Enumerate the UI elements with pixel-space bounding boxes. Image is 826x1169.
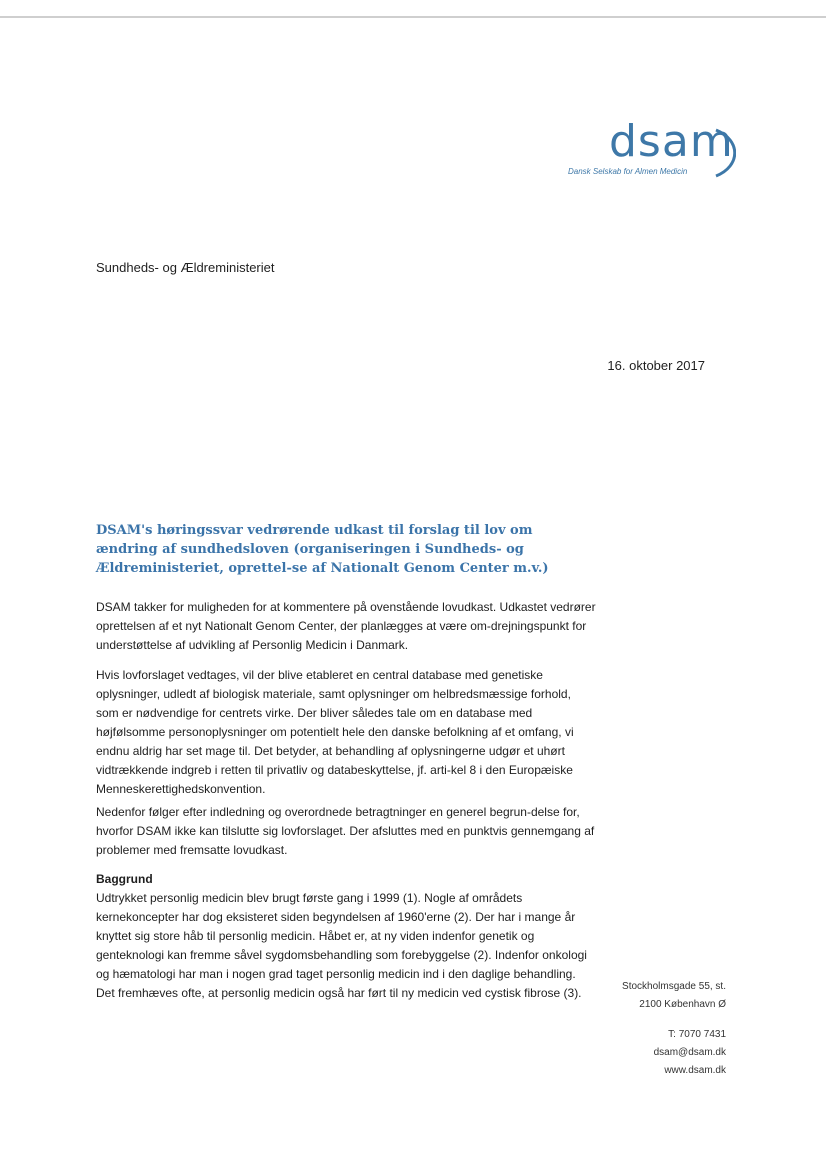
paragraph-outline: Nedenfor følger efter indledning og overordnede betragtninger en generel begrun-delse for, hvorfor DSAM ikke kan tilslutte sig lovforslaget. Der afsluttes med en punktvis gennemgang af problemer med fremsatte lovudkast. <box>96 805 595 857</box>
address-city: 2100 København Ø <box>639 999 726 1010</box>
paragraph-database: Hvis lovforslaget vedtages, vil der blive etableret en central database med genetiske oplysninger, udledt af biologisk materiale, samt oplysninger om helbredsmæssige forhold, som er nødvendige for centrets virke. Der bliver således tale om en database med højfølsomme personoplysninger om potentielt hele den danske befolkning af et omfang, vi endnu aldrig har set mage til. Det betyder, at behandling af oplysningerne udgør et uhørt vidtrækkende indgreb i retten til privatliv og databeskyttelse, jf. arti-kel 8 i den Europæiske Menneskerettighedskonvention. <box>96 668 574 796</box>
address-street: Stockholmsgade 55, st. <box>622 981 726 992</box>
paragraph-background: Udtrykket personlig medicin blev brugt første gang i 1999 (1). Nogle af områdets kernekoncepter har dog eksisteret siden begyndelsen af 1960'erne (2). Der har i mange år knyttet sig store håb til personlig medicin. Håbet er, at ny viden indenfor genetik og genteknologi kan fremme såvel sygdomsbehandling som forebyggelse (2). Indenfor onkologi og hæmatologi har man i nogen grad taget personlig medicin ind i den daglige behandling. Det fremhæves ofte, at personlig medicin også har ført til ny medicin ved cystisk fibrose (3). <box>96 891 587 1000</box>
recipient: Sundheds- og Ældreministeriet <box>96 260 275 275</box>
address-email: dsam@dsam.dk <box>653 1047 726 1058</box>
dsam-logo <box>566 116 736 184</box>
logo-wordmark: dsam <box>609 116 734 167</box>
scan-edge-line <box>0 16 826 18</box>
address-phone: T: 7070 7431 <box>668 1029 726 1040</box>
letter-date: 16. oktober 2017 <box>607 358 705 373</box>
address-web: www.dsam.dk <box>664 1065 726 1076</box>
section-heading: Baggrund <box>96 872 153 886</box>
paragraph-intro: DSAM takker for muligheden for at kommentere på ovenstående lovudkast. Udkastet vedrører oprettelsen af et nyt Nationalt Genom Center, der planlægges at være om-drejningspunkt for understøttelse af udvikling af Personlig Medicin i Danmark. <box>96 600 596 652</box>
letter-title: DSAM's høringssvar vedrørende udkast til forslag til lov om ændring af sundhedsloven (organiseringen i Sundheds- og Ældreministeriet, oprettel-se af Nationalt Genom Center m.v.) <box>96 523 549 576</box>
logo-tagline: Dansk Selskab for Almen Medicin <box>568 167 688 176</box>
